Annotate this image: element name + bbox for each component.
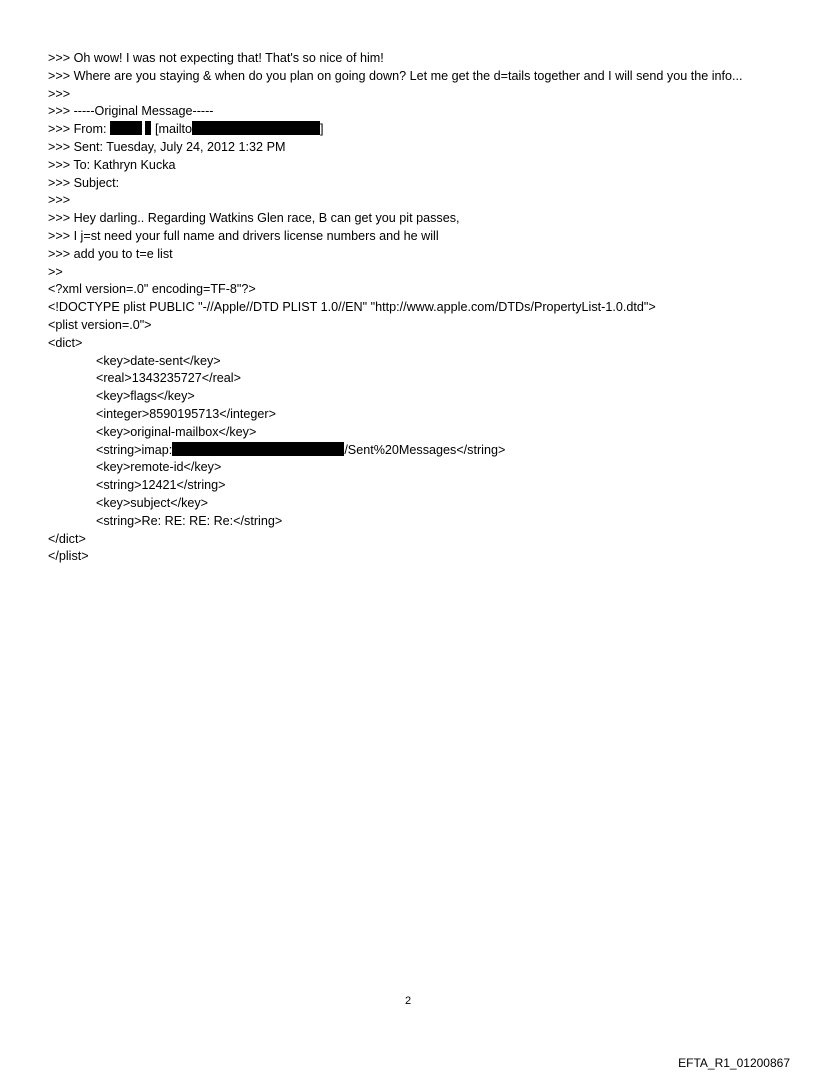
mailto-close: ] bbox=[320, 122, 324, 137]
plist-header-line: <?xml version=.0" encoding=TF-8"?> bbox=[48, 282, 256, 297]
plist-header-line: <plist version=.0"> bbox=[48, 317, 152, 332]
page-number: 2 bbox=[404, 995, 412, 1007]
redaction-block bbox=[172, 442, 344, 456]
plist-entry: <key>original-mailbox</key> bbox=[96, 424, 257, 439]
quoted-reply-line: >>> Oh wow! I was not expecting that! That's so nice of him! bbox=[48, 51, 384, 65]
original-body-line: >>> Hey darling.. Regarding Watkins Glen race, B can get you pit passes, bbox=[48, 211, 460, 226]
plist-entry: <real>1343235727</real> bbox=[96, 371, 241, 386]
plist-footer-line: </plist> bbox=[48, 549, 89, 564]
quoted-reply-line: >>> bbox=[48, 86, 71, 101]
plist-entry: <string>12421</string> bbox=[96, 478, 226, 493]
sent-line: >>> Sent: Tuesday, July 24, 2012 1:32 PM bbox=[48, 139, 286, 154]
original-body-line: >>> add you to t=e list bbox=[48, 246, 173, 261]
original-body-line: >> bbox=[48, 264, 63, 279]
plist-entry: <key>subject</key> bbox=[96, 495, 209, 510]
from-prefix: >>> From: bbox=[48, 122, 107, 137]
original-body-line: >>> bbox=[48, 193, 71, 208]
original-message-divider: >>> -----Original Message----- bbox=[48, 104, 214, 119]
document-id: EFTA_R1_01200867 bbox=[678, 1056, 790, 1070]
plist-footer-line: </dict> bbox=[48, 531, 86, 546]
plist-entry-imap bbox=[48, 442, 768, 460]
original-body-line: >>> I j=st need your full name and drivers license numbers and he will bbox=[48, 228, 439, 243]
imap-prefix: <string>imap: bbox=[96, 442, 173, 457]
plist-entry: <key>remote-id</key> bbox=[96, 460, 222, 475]
plist-header-line: <!DOCTYPE plist PUBLIC "-//Apple//DTD PLIST 1.0//EN" "http://www.apple.com/DTDs/PropertyList-1.0.dtd"> bbox=[48, 300, 656, 315]
plist-header-line: <dict> bbox=[48, 335, 83, 350]
redaction-block bbox=[145, 121, 151, 135]
email-document bbox=[48, 50, 768, 566]
from-line bbox=[48, 121, 768, 139]
imap-suffix: /Sent%20Messages</string> bbox=[344, 442, 506, 457]
plist-entry: <key>flags</key> bbox=[96, 389, 195, 404]
plist-entry: <key>date-sent</key> bbox=[96, 353, 221, 368]
redaction-block bbox=[110, 121, 142, 135]
mailto-open: [mailto bbox=[154, 122, 193, 137]
to-line: >>> To: Kathryn Kucka bbox=[48, 157, 176, 172]
quoted-reply-line: >>> Where are you staying & when do you plan on going down? Let me get the d=tails together and I will send you the info... bbox=[48, 68, 743, 83]
plist-entry: <string>Re: RE: RE: Re:</string> bbox=[96, 513, 283, 528]
redaction-block bbox=[192, 121, 320, 135]
plist-entry: <integer>8590195713</integer> bbox=[96, 406, 276, 421]
subject-line: >>> Subject: bbox=[48, 175, 120, 190]
